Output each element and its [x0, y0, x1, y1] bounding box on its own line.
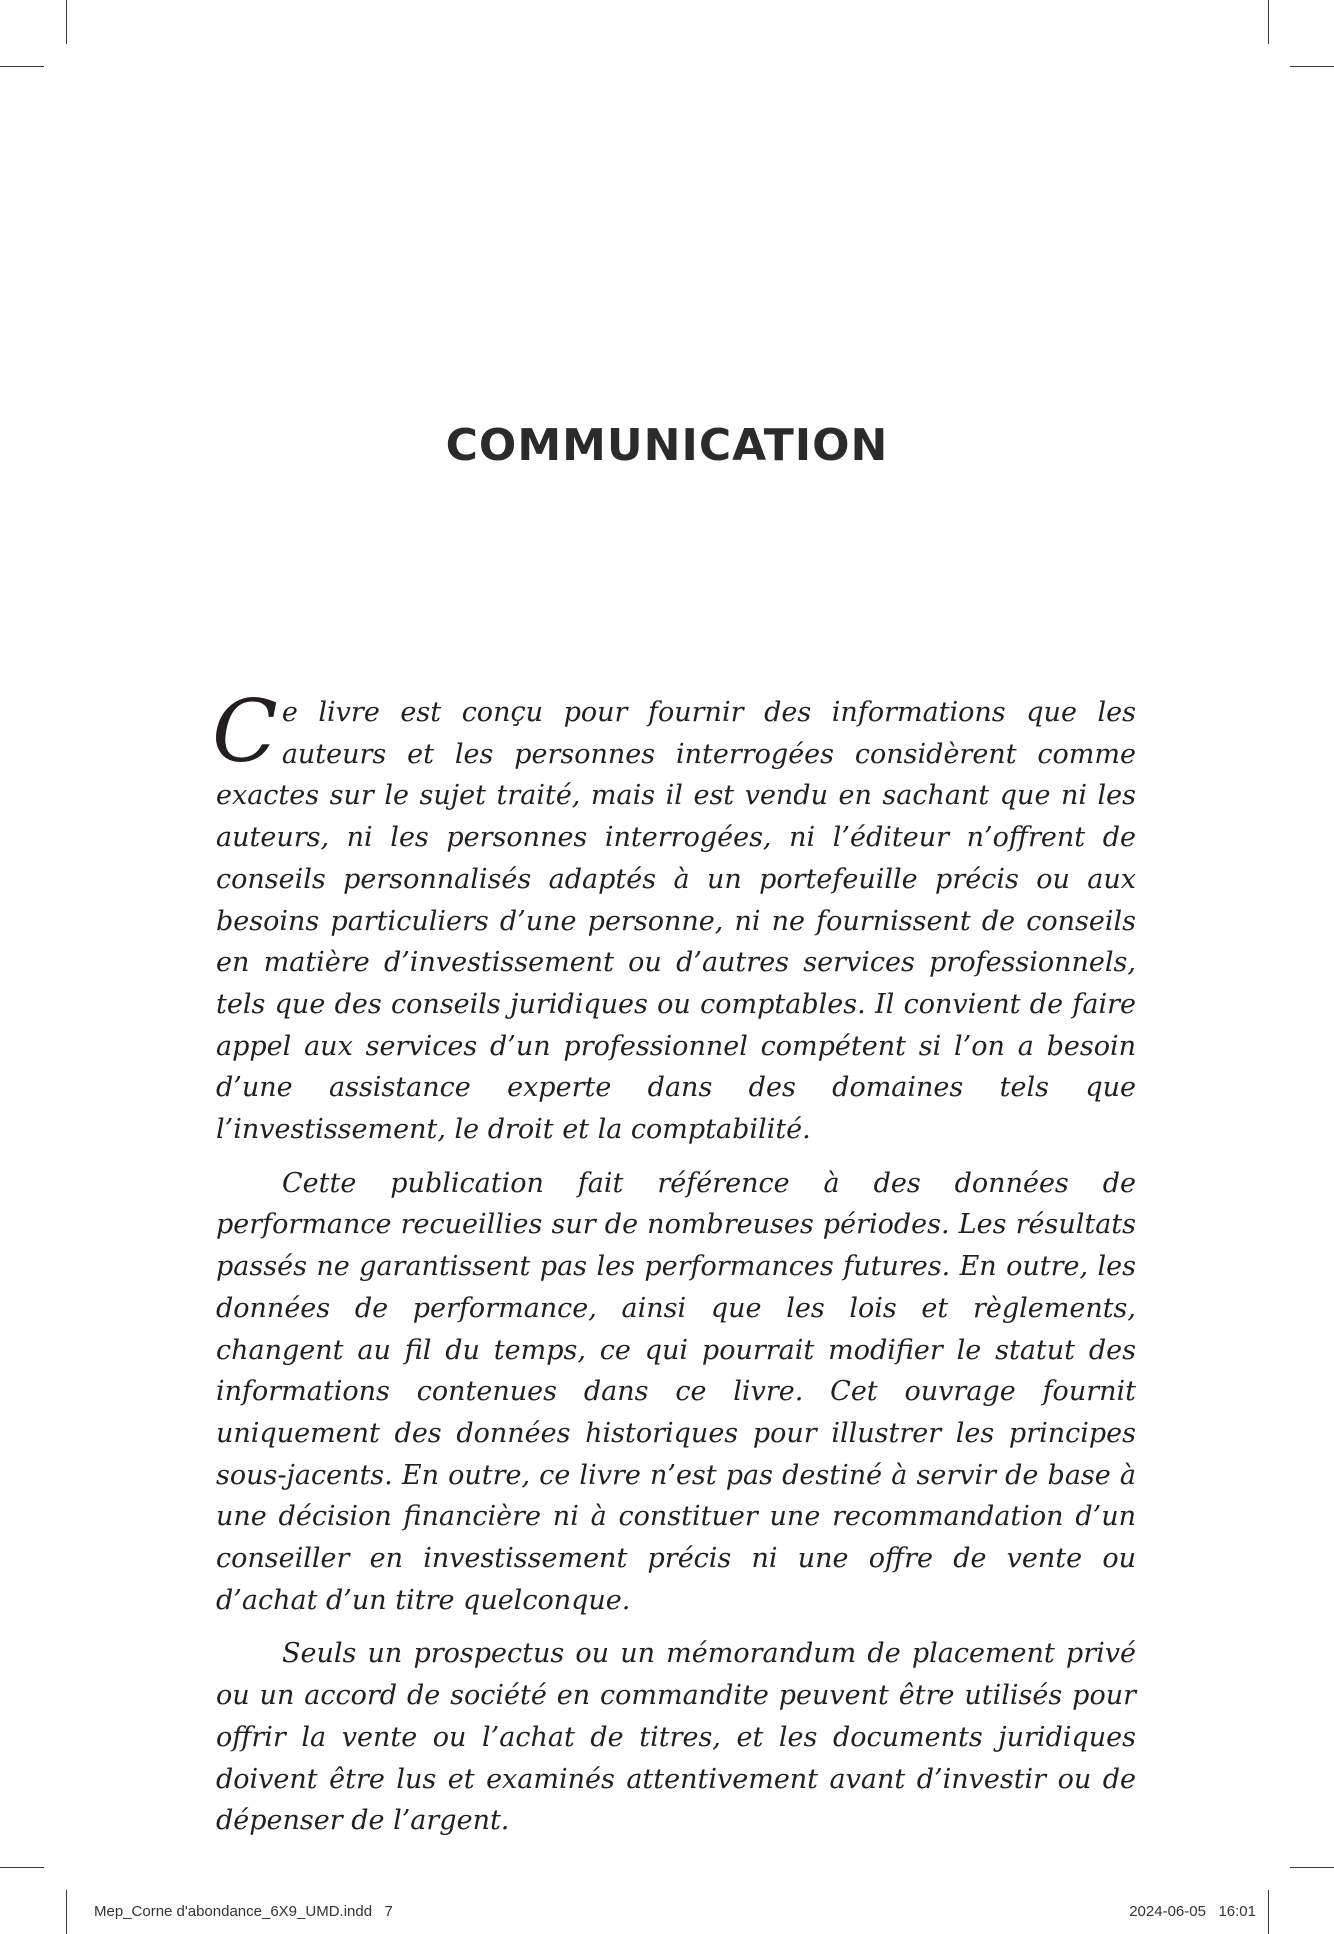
paragraph-1-text: e livre est conçu pour fournir des informations que les auteurs et les personnes interrogées considèrent comme exactes sur le sujet traité, mais il est vendu en sachant que ni les auteurs, ni les personnes interrogées, ni l’éditeur n’offrent de conseils personnalisés adaptés à un portefeuille précis ou aux besoins particuliers d’une personne, ni ne fournissent de conseils en matière d’investissement ou d’autres services professionnels, tels que des conseils juridiques ou comptables. Il convient de faire appel aux services d’un professionnel compétent si l’on a besoin d’une assistance experte dans des domaines tels que l’investissement, le droit et la comptabilité.	[216, 697, 1136, 1146]
slug-filename: Mep_Corne d'abondance_6X9_UMD.indd 7	[94, 1903, 393, 1920]
crop-mark-top-left-horizontal	[0, 66, 44, 67]
crop-mark-bottom-left-horizontal	[0, 1867, 44, 1868]
paragraph-1	[212, 682, 1136, 1151]
slug-datetime: 2024-06-05 16:01	[1129, 1903, 1256, 1920]
disclaimer-text	[212, 682, 1136, 1854]
crop-mark-bottom-right-horizontal	[1290, 1867, 1334, 1868]
crop-mark-top-right-vertical	[1268, 0, 1269, 44]
drop-cap: C	[212, 682, 278, 782]
crop-mark-top-left-vertical	[66, 0, 67, 44]
page-title: COMMUNICATION	[445, 420, 889, 471]
paragraph-3: Seuls un prospectus ou un mémorandum de placement privé ou un accord de société en commandite peuvent être utilisés pour offrir la vente ou l’achat de titres, et les documents juridiques doivent être lus et examinés attentivement avant d’investir ou de dépenser de l’argent.	[216, 1638, 1136, 1837]
crop-mark-bottom-right-vertical	[1268, 1890, 1269, 1934]
crop-mark-top-right-horizontal	[1290, 66, 1334, 67]
crop-mark-bottom-left-vertical	[66, 1890, 67, 1934]
paragraph-2: Cette publication fait référence à des données de performance recueillies sur de nombreuses périodes. Les résultats passés ne garantissent pas les performances futures. En outre, les données de performance, ainsi que les lois et règlements, changent au fil du temps, ce qui pourrait modifier le statut des informations contenues dans ce livre. Cet ouvrage fournit uniquement des données historiques pour illustrer les principes sous-jacents. En outre, ce livre n’est pas destiné à servir de base à une décision financière ni à constituer une recommandation d’un conseiller en investissement précis ni une offre de vente ou d’achat d’un titre quelconque.	[216, 1167, 1136, 1616]
